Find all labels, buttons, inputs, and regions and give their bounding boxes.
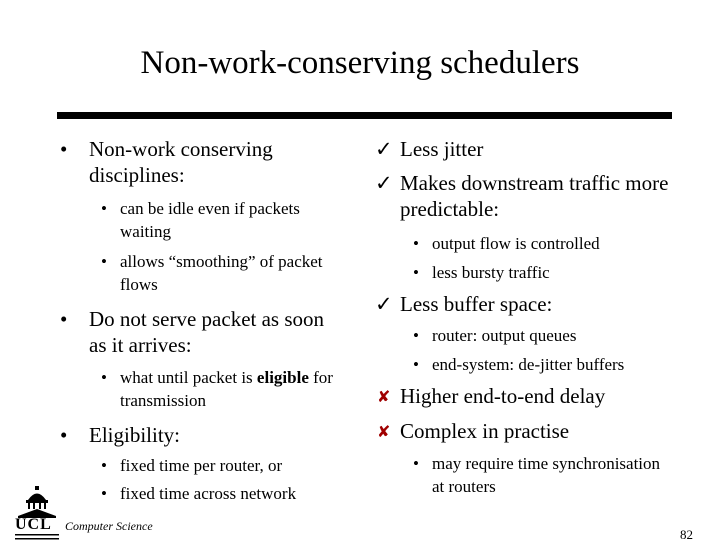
con-higher-delay: Higher end-to-end delay — [400, 384, 606, 408]
bullet-icon: • — [413, 355, 419, 374]
bullet-icon: • — [413, 263, 419, 282]
ucl-logo-text: UCL — [15, 516, 52, 533]
sub-bullet-fixed-network: fixed time across network — [120, 484, 297, 503]
bullet-icon: • — [60, 137, 68, 161]
check-icon: ✓ — [375, 137, 393, 161]
bullet-icon: • — [413, 234, 419, 253]
sub-bullet-router-queues: router: output queues — [432, 326, 577, 345]
bullet-icon: • — [101, 199, 107, 218]
sub-bullet-less-bursty: less bursty traffic — [432, 263, 550, 282]
title-divider — [57, 112, 672, 119]
bullet-icon: • — [413, 454, 419, 473]
cross-icon: ✘ — [377, 387, 391, 406]
bullet-icon: • — [101, 252, 107, 271]
sub-bullet-output-flow: output flow is controlled — [432, 234, 600, 253]
bullet-non-work-conserving: Non-work conserving disciplines: — [89, 137, 273, 187]
ucl-logo — [14, 486, 60, 542]
bullet-icon: • — [60, 423, 68, 447]
con-complex: Complex in practise — [400, 419, 570, 443]
pro-predictable: Makes downstream traffic more predictable: — [400, 171, 669, 221]
ucl-portico-icon — [14, 486, 60, 542]
bullet-icon: • — [101, 456, 107, 475]
sub-bullet-smoothing: allows “smoothing” of packet flows — [120, 252, 323, 294]
pro-less-jitter: Less jitter — [400, 137, 484, 161]
sub-bullet-eligible-post: for transmission — [120, 368, 333, 410]
sub-bullet-eligible-bold: eligible — [256, 368, 309, 387]
sub-bullet-fixed-router: fixed time per router, or — [120, 456, 283, 475]
page-number: 82 — [680, 527, 693, 542]
bullet-icon: • — [101, 484, 107, 503]
pro-less-buffer: Less buffer space: — [400, 292, 553, 316]
bullet-eligibility: Eligibility: — [89, 423, 181, 447]
cross-icon: ✘ — [377, 422, 391, 441]
check-icon: ✓ — [375, 292, 393, 316]
sub-bullet-dejitter: end-system: de-jitter buffers — [432, 355, 625, 374]
sub-bullet-idle: can be idle even if packets waiting — [120, 199, 300, 241]
check-icon: ✓ — [375, 171, 393, 195]
bullet-do-not-serve: Do not serve packet as soon as it arrives: — [89, 307, 325, 357]
sub-bullet-time-sync: may require time synchronisation at routers — [432, 454, 661, 496]
slide-title: Non-work-conserving schedulers — [140, 45, 580, 81]
sub-bullet-eligible-pre: what until packet is — [120, 368, 257, 387]
sub-bullet-eligible — [120, 366, 360, 412]
footer-department: Computer Science — [65, 519, 153, 533]
bullet-icon: • — [413, 326, 419, 345]
bullet-icon: • — [101, 368, 107, 387]
bullet-icon: • — [60, 307, 68, 331]
